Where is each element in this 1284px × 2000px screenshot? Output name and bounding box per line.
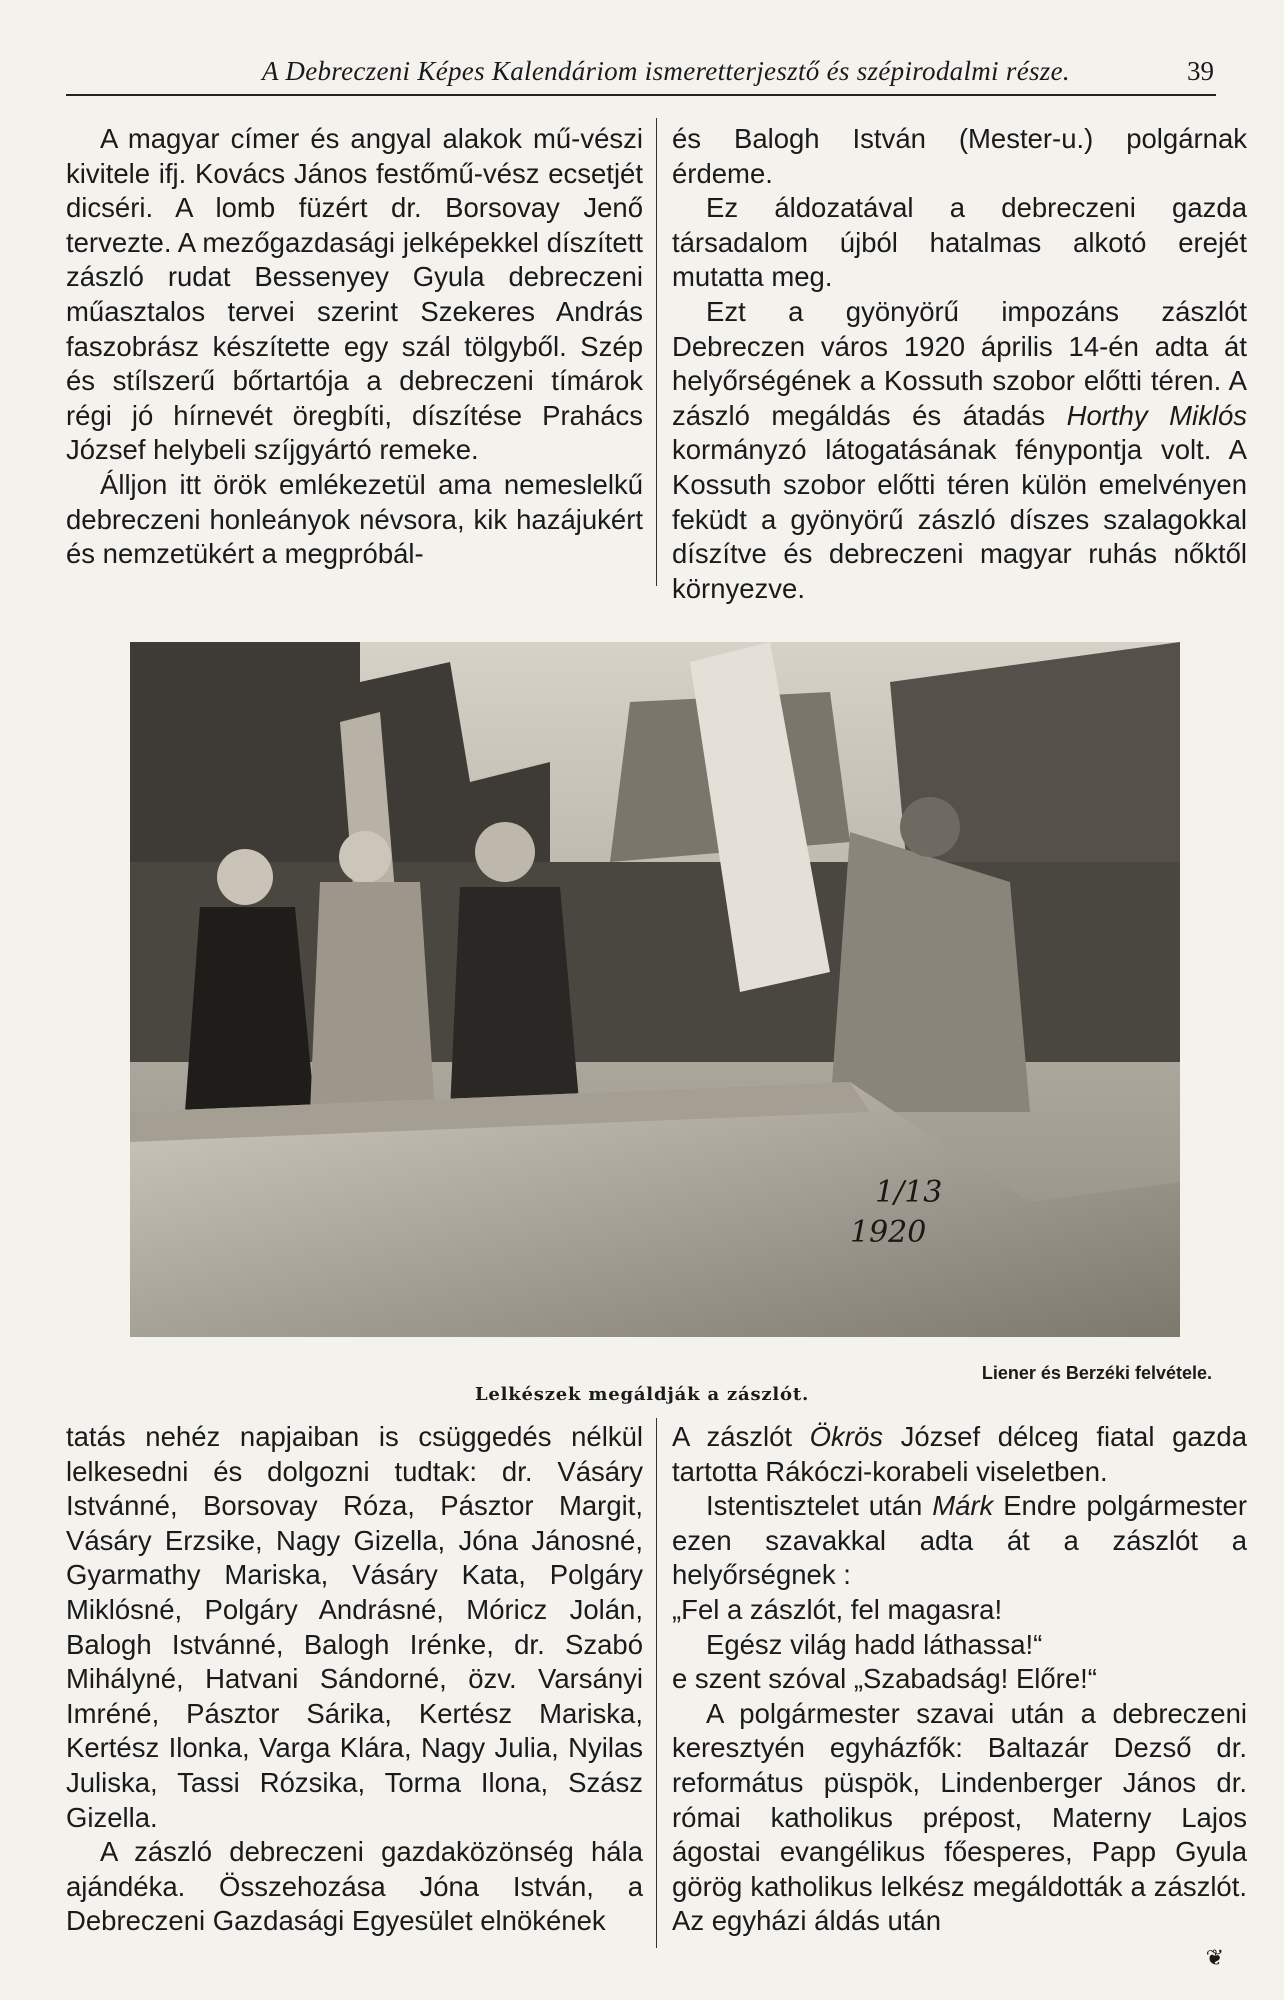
column-bottom-right xyxy=(672,1420,1247,1939)
paragraph: A zászló debreczeni gazdaközönség hála ajándéka. Összehozása Jóna István, a Debreczeni Gazdasági Egyesület elnökének xyxy=(66,1836,643,1937)
page-header xyxy=(66,52,1216,96)
text-run: kormányzó látogatásának fénypontja volt. A Kossuth szobor előtti téren külön emelvényen feküdt a gyönyörű zászló díszes szalagokkal díszítve és debreczeni magyar ruhás nőktől környezve. xyxy=(672,434,1247,604)
column-bottom-left xyxy=(66,1420,643,1939)
column-top-left xyxy=(66,122,643,572)
paragraph: A magyar címer és angyal alakok mű-vészi kivitele ifj. Kovács János festőmű-vész ecsetjét dicséri. A lomb füzért dr. Borsovay Jenő tervezte. A mezőgazdasági jelképekkel díszített zászló rudat Bessenyey Gyula debreczeni műasztalos tervei szerint Szekeres András faszobrász készítette egy szál tölgyből. Szép és stílszerű bőrtartója a debreczeni tímárok régi jó hírnevét öregbíti, díszítése Prahács József helybeli szíjgyártó remeke. xyxy=(66,123,643,466)
column-divider xyxy=(656,1418,657,1948)
text-run: A zászlót xyxy=(672,1421,810,1452)
paragraph xyxy=(672,295,1247,606)
paragraph: A polgármester szavai után a debreczeni keresztyén egyházfők: Baltazár Dezső dr. református püspök, Lindenberger János dr. római katholikus prépost, Materny Lajos ágostai evangélikus főesperes, Papp Gyula görög katholikus lelkész megáldották a zászlót. Az egyházi áldás után xyxy=(672,1697,1247,1937)
figure-head xyxy=(900,797,960,857)
text-run: Ezt a gyönyörű impozáns zászlót Debreczen város 1920 április 14-én adta át helyőrségének a Kossuth szobor előtti téren. A zászló megáldás és átadás xyxy=(672,295,1247,431)
photo-illustration xyxy=(130,642,1180,1337)
italic-name: Ökrös xyxy=(809,1421,883,1452)
photograph xyxy=(130,642,1180,1337)
verse-line: e szent szóval „Szabadság! Előre!“ xyxy=(672,1663,1097,1695)
text-run: Endre polgármester ezen szavakkal adta át a zászlót a helyőrségnek : xyxy=(672,1490,1247,1591)
figure-head xyxy=(217,849,273,905)
paragraph xyxy=(672,1489,1247,1593)
figure-vestment xyxy=(310,882,435,1112)
text-run: József délceg fiatal gazda tartotta Rákóczi-korabeli viseletben. xyxy=(672,1421,1247,1487)
photo-caption: Lelkészek megáldják a zászlót. xyxy=(474,1384,810,1405)
paragraph: és Balogh István (Mester-u.) polgárnak érdeme. xyxy=(672,123,1247,189)
figure-uniform xyxy=(450,887,580,1112)
paragraph: Álljon itt örök emlékezetül ama nemeslelkű debreczeni honleányok névsora, kik hazájukért és nemzetükért a megpróbál- xyxy=(66,468,643,570)
italic-name: Márk xyxy=(932,1490,994,1522)
column-divider xyxy=(656,118,657,586)
paragraph xyxy=(672,1420,1247,1489)
paragraph: tatás nehéz napjaiban is csüggedés nélkül lelkesedni és dolgozni tudtak: dr. Vásáry Istvánné, Borsovay Róza, Pásztor Margit, Vásáry Erzsike, Nagy Gizella, Jóna Jánosné, Gyarmathy Mariska, Vásáry Kata, Polgáry Miklósné, Polgáry Andrásné, Móricz Jolán, Balogh Istvánné, Balogh Irénke, dr. Szabó Mihályné, Hatvani Sándorné, özv. Varsányi Imréné, Pásztor Sárika, Kertész Mariska, Kertész Ilonka, Varga Klára, Nagy Julia, Nyilas Juliska, Tassi Rózsika, Torma Ilona, Szász Gizella. xyxy=(66,1421,643,1833)
paragraph: Ez áldozatával a debreczeni gazda társadalom újból hatalmas alkotó erejét mutatta meg. xyxy=(672,192,1247,293)
text-run: Istentisztelet után xyxy=(706,1490,933,1522)
verse-line: Egész világ hadd láthassa!“ xyxy=(706,1628,1043,1660)
footer-mark: ❦ xyxy=(1205,1946,1224,1971)
page-number: 39 xyxy=(1187,56,1214,86)
figure-head xyxy=(475,822,535,882)
photo-credit: Liener és Berzéki felvétele. xyxy=(981,1363,1212,1383)
photo-inscription: 1/13 xyxy=(875,1175,943,1210)
figure-robe xyxy=(185,907,315,1112)
figure-head xyxy=(339,831,391,883)
verse-line: „Fel a zászlót, fel magasra! xyxy=(672,1593,1003,1625)
column-top-right xyxy=(672,122,1247,606)
running-title: A Debreczeni Képes Kalendáriom ismeretterjesztő és szépirodalmi része. xyxy=(262,56,1070,86)
photo-inscription-year: 1920 xyxy=(850,1215,927,1250)
italic-name: Horthy Miklós xyxy=(1066,399,1247,431)
